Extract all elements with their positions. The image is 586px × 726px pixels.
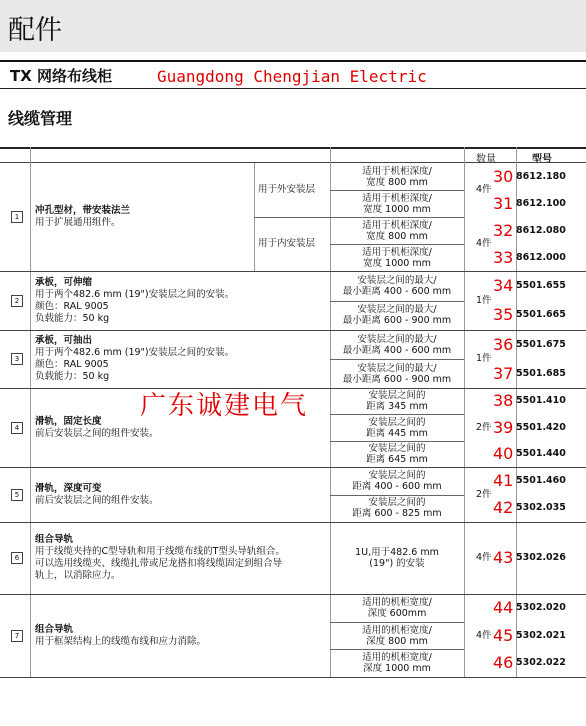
condition-line: 深度 800 mm bbox=[366, 635, 428, 647]
item-quantity: 4件 bbox=[476, 552, 492, 563]
condition-line: 安装层之间的最大/ bbox=[357, 362, 437, 374]
item-model: 5501.675 bbox=[516, 338, 566, 350]
item-model: 5501.655 bbox=[516, 279, 566, 291]
item-rule bbox=[330, 649, 464, 650]
item-callout-number: 35 bbox=[493, 305, 514, 325]
item-condition bbox=[333, 652, 461, 674]
condition-line: 宽度 800 mm bbox=[366, 176, 428, 188]
item-description bbox=[35, 534, 335, 582]
condition-line: 宽度 800 mm bbox=[366, 230, 428, 242]
description-line: 负载能力：50 kg bbox=[35, 371, 110, 382]
item-callout-number: 38 bbox=[493, 391, 514, 411]
group-rule bbox=[0, 677, 586, 678]
condition-line: 宽度 1000 mm bbox=[363, 257, 431, 269]
condition-line: 适用于机柜深度/ bbox=[362, 219, 432, 231]
item-rule bbox=[330, 244, 464, 245]
item-model: 5501.685 bbox=[516, 367, 566, 379]
item-description bbox=[35, 335, 335, 383]
item-condition bbox=[333, 304, 461, 326]
group-rule bbox=[0, 271, 586, 272]
description-line: 颜色：RAL 9005 bbox=[35, 359, 109, 370]
item-title: 冲孔型材，带安装法兰 bbox=[35, 205, 131, 216]
item-rule bbox=[330, 301, 464, 302]
condition-line: 适用于机柜深度/ bbox=[362, 165, 432, 177]
item-callout-number: 30 bbox=[493, 166, 514, 186]
item-condition bbox=[333, 363, 461, 385]
header-qty: 数量 bbox=[476, 154, 496, 165]
condition-line: 适用于机柜深度/ bbox=[362, 246, 432, 258]
item-condition bbox=[333, 547, 461, 569]
item-condition bbox=[333, 275, 461, 297]
description-line: 轨上，以消除应力。 bbox=[35, 570, 121, 581]
item-quantity: 2件 bbox=[476, 421, 492, 433]
condition-line: 安装层之间的最大/ bbox=[357, 304, 437, 316]
item-quantity: 2件 bbox=[476, 488, 492, 500]
item-callout-number: 42 bbox=[493, 498, 514, 518]
condition-line: 安装层之间的 bbox=[368, 497, 426, 509]
item-callout-number: 34 bbox=[493, 275, 514, 295]
description-line: 用于两个482.6 mm (19")安装层之间的安装。 bbox=[35, 288, 235, 300]
item-model: 5302.020 bbox=[516, 601, 566, 613]
row-number: 1 bbox=[11, 211, 23, 223]
condition-line: 安装层之间的 bbox=[368, 442, 426, 454]
item-title: 滑轨，固定长度 bbox=[35, 415, 102, 427]
description-line: 用于框架结构上的线缆布线和应力消除。 bbox=[35, 635, 207, 647]
watermark-cn: 广东诚建电气 bbox=[140, 391, 309, 421]
condition-line: 适用的机柜宽度/ bbox=[362, 652, 432, 664]
item-callout-number: 39 bbox=[493, 417, 514, 437]
item-rule bbox=[330, 359, 464, 360]
item-rule bbox=[330, 441, 464, 442]
item-title: 承板，可伸缩 bbox=[35, 276, 93, 288]
item-condition bbox=[333, 334, 461, 356]
condition-line: 适用的机柜宽度/ bbox=[362, 596, 432, 608]
condition-line: 宽度 1000 mm bbox=[363, 203, 431, 215]
description-line: 前后安装层之间的组件安装。 bbox=[35, 427, 159, 439]
description-line: 可以选用线缆夹、线缆扎带或尼龙搭扣将线缆固定到组合导 bbox=[35, 558, 283, 569]
condition-line: 适用于机柜深度/ bbox=[362, 192, 432, 204]
item-title: 滑轨，深度可变 bbox=[35, 482, 102, 494]
item-model: 5302.026 bbox=[516, 552, 566, 563]
item-quantity: 4件 bbox=[476, 629, 492, 641]
item-title: 组合导轨 bbox=[35, 623, 74, 635]
description-line: 用于两个482.6 mm (19")安装层之间的安装。 bbox=[35, 347, 235, 358]
col-rule-desc bbox=[30, 147, 31, 677]
condition-line: 安装层之间的 bbox=[368, 469, 426, 481]
row-number: 4 bbox=[11, 422, 23, 434]
item-callout-number: 33 bbox=[493, 247, 514, 267]
item-rule bbox=[330, 495, 464, 496]
item-model: 8612.080 bbox=[516, 224, 566, 236]
item-model: 5501.410 bbox=[516, 395, 566, 407]
item-model: 5501.440 bbox=[516, 447, 566, 459]
header-band bbox=[0, 0, 586, 52]
description-line: 用于线缆夹持的C型导轨和用于线缆布线的T型头导轨组合。 bbox=[35, 546, 285, 557]
row-number: 3 bbox=[11, 353, 23, 365]
condition-line: 深度 1000 mm bbox=[363, 663, 431, 675]
condition-line: 最小距离 600 - 900 mm bbox=[342, 373, 452, 385]
table-top-rule bbox=[0, 147, 586, 149]
item-description bbox=[35, 483, 335, 507]
item-condition bbox=[333, 193, 461, 215]
description-line: 前后安装层之间的组件安装。 bbox=[35, 494, 159, 506]
mounting-layer: 用于外安装层 bbox=[258, 184, 316, 195]
item-condition bbox=[333, 497, 461, 519]
condition-line: (19") 的安装 bbox=[369, 558, 425, 569]
item-condition bbox=[333, 597, 461, 619]
group-rule bbox=[0, 467, 586, 468]
item-description bbox=[35, 624, 335, 648]
item-callout-number: 46 bbox=[493, 653, 514, 673]
item-description bbox=[35, 277, 335, 325]
item-callout-number: 45 bbox=[493, 625, 514, 645]
header-rule bbox=[0, 60, 586, 62]
item-model: 5501.420 bbox=[516, 421, 566, 433]
description-line: 用于扩展通用组件。 bbox=[35, 217, 121, 228]
item-title: 承板，可抽出 bbox=[35, 335, 93, 346]
condition-line: 深度 600mm bbox=[367, 607, 427, 619]
item-quantity: 1件 bbox=[476, 294, 492, 306]
condition-line: 最小距离 400 - 600 mm bbox=[342, 285, 452, 297]
item-condition bbox=[333, 220, 461, 242]
item-rule bbox=[330, 190, 464, 191]
group-rule bbox=[0, 594, 586, 595]
item-condition bbox=[333, 443, 461, 465]
item-model: 5302.035 bbox=[516, 502, 566, 514]
item-condition bbox=[333, 417, 461, 439]
condition-line: 距离 645 mm bbox=[366, 453, 428, 465]
row-number: 6 bbox=[11, 552, 23, 564]
item-model: 8612.100 bbox=[516, 197, 566, 209]
item-condition bbox=[333, 470, 461, 492]
item-callout-number: 40 bbox=[493, 443, 514, 463]
item-model: 5501.665 bbox=[516, 309, 566, 321]
product-name: TX 网络布线柜 bbox=[10, 67, 113, 85]
item-rule bbox=[330, 622, 464, 623]
condition-line: 最小距离 400 - 600 mm bbox=[342, 344, 452, 356]
mounting-layer: 用于内安装层 bbox=[258, 238, 316, 249]
table-header-rule bbox=[0, 162, 586, 163]
item-callout-number: 36 bbox=[493, 334, 514, 354]
condition-line: 距离 445 mm bbox=[366, 427, 428, 439]
item-callout-number: 31 bbox=[493, 193, 514, 213]
row-number: 2 bbox=[11, 295, 23, 307]
item-condition bbox=[333, 247, 461, 269]
row-number: 5 bbox=[11, 489, 23, 501]
condition-line: 安装层之间的 bbox=[368, 416, 426, 428]
group-rule bbox=[0, 522, 586, 523]
item-callout-number: 43 bbox=[493, 548, 514, 567]
item-quantity: 4件 bbox=[476, 184, 492, 195]
condition-line: 最小距离 600 - 900 mm bbox=[342, 315, 452, 327]
section-title: 线缆管理 bbox=[8, 109, 73, 128]
condition-line: 距离 600 - 825 mm bbox=[352, 508, 442, 520]
condition-line: 安装层之间的最大/ bbox=[357, 333, 437, 345]
col-rule-qty bbox=[464, 147, 465, 677]
condition-line: 安装层之间的 bbox=[368, 390, 426, 402]
condition-line: 距离 400 - 600 mm bbox=[352, 480, 442, 492]
item-condition bbox=[333, 166, 461, 188]
item-model: 8612.180 bbox=[516, 170, 566, 182]
condition-line: 适用的机柜宽度/ bbox=[362, 624, 432, 636]
item-model: 5302.022 bbox=[516, 657, 566, 669]
item-model: 5302.021 bbox=[516, 629, 566, 641]
description-line: 负载能力：50 kg bbox=[35, 312, 110, 324]
page-heading: 配件 bbox=[8, 15, 62, 46]
item-condition bbox=[333, 625, 461, 647]
layer-row-rule bbox=[254, 217, 464, 218]
condition-line: 距离 345 mm bbox=[366, 401, 428, 413]
item-title: 组合导轨 bbox=[35, 534, 74, 545]
description-line: 颜色：RAL 9005 bbox=[35, 300, 109, 312]
item-condition bbox=[333, 390, 461, 412]
header-model: 型号 bbox=[532, 154, 552, 165]
condition-line: 1U,用于482.6 mm bbox=[355, 547, 439, 558]
item-callout-number: 37 bbox=[493, 363, 514, 383]
item-callout-number: 41 bbox=[493, 470, 514, 490]
group-rule bbox=[0, 330, 586, 331]
item-callout-number: 44 bbox=[493, 597, 514, 617]
thin-rule bbox=[0, 88, 586, 89]
group-rule bbox=[0, 388, 586, 389]
item-quantity: 4件 bbox=[476, 238, 492, 249]
watermark-en: Guangdong Chengjian Electric bbox=[157, 67, 427, 86]
item-rule bbox=[330, 414, 464, 415]
row-number: 7 bbox=[11, 630, 23, 642]
item-quantity: 1件 bbox=[476, 353, 492, 364]
item-model: 5501.460 bbox=[516, 474, 566, 486]
item-model: 8612.000 bbox=[516, 251, 566, 263]
item-callout-number: 32 bbox=[493, 220, 514, 240]
condition-line: 安装层之间的最大/ bbox=[357, 274, 437, 286]
